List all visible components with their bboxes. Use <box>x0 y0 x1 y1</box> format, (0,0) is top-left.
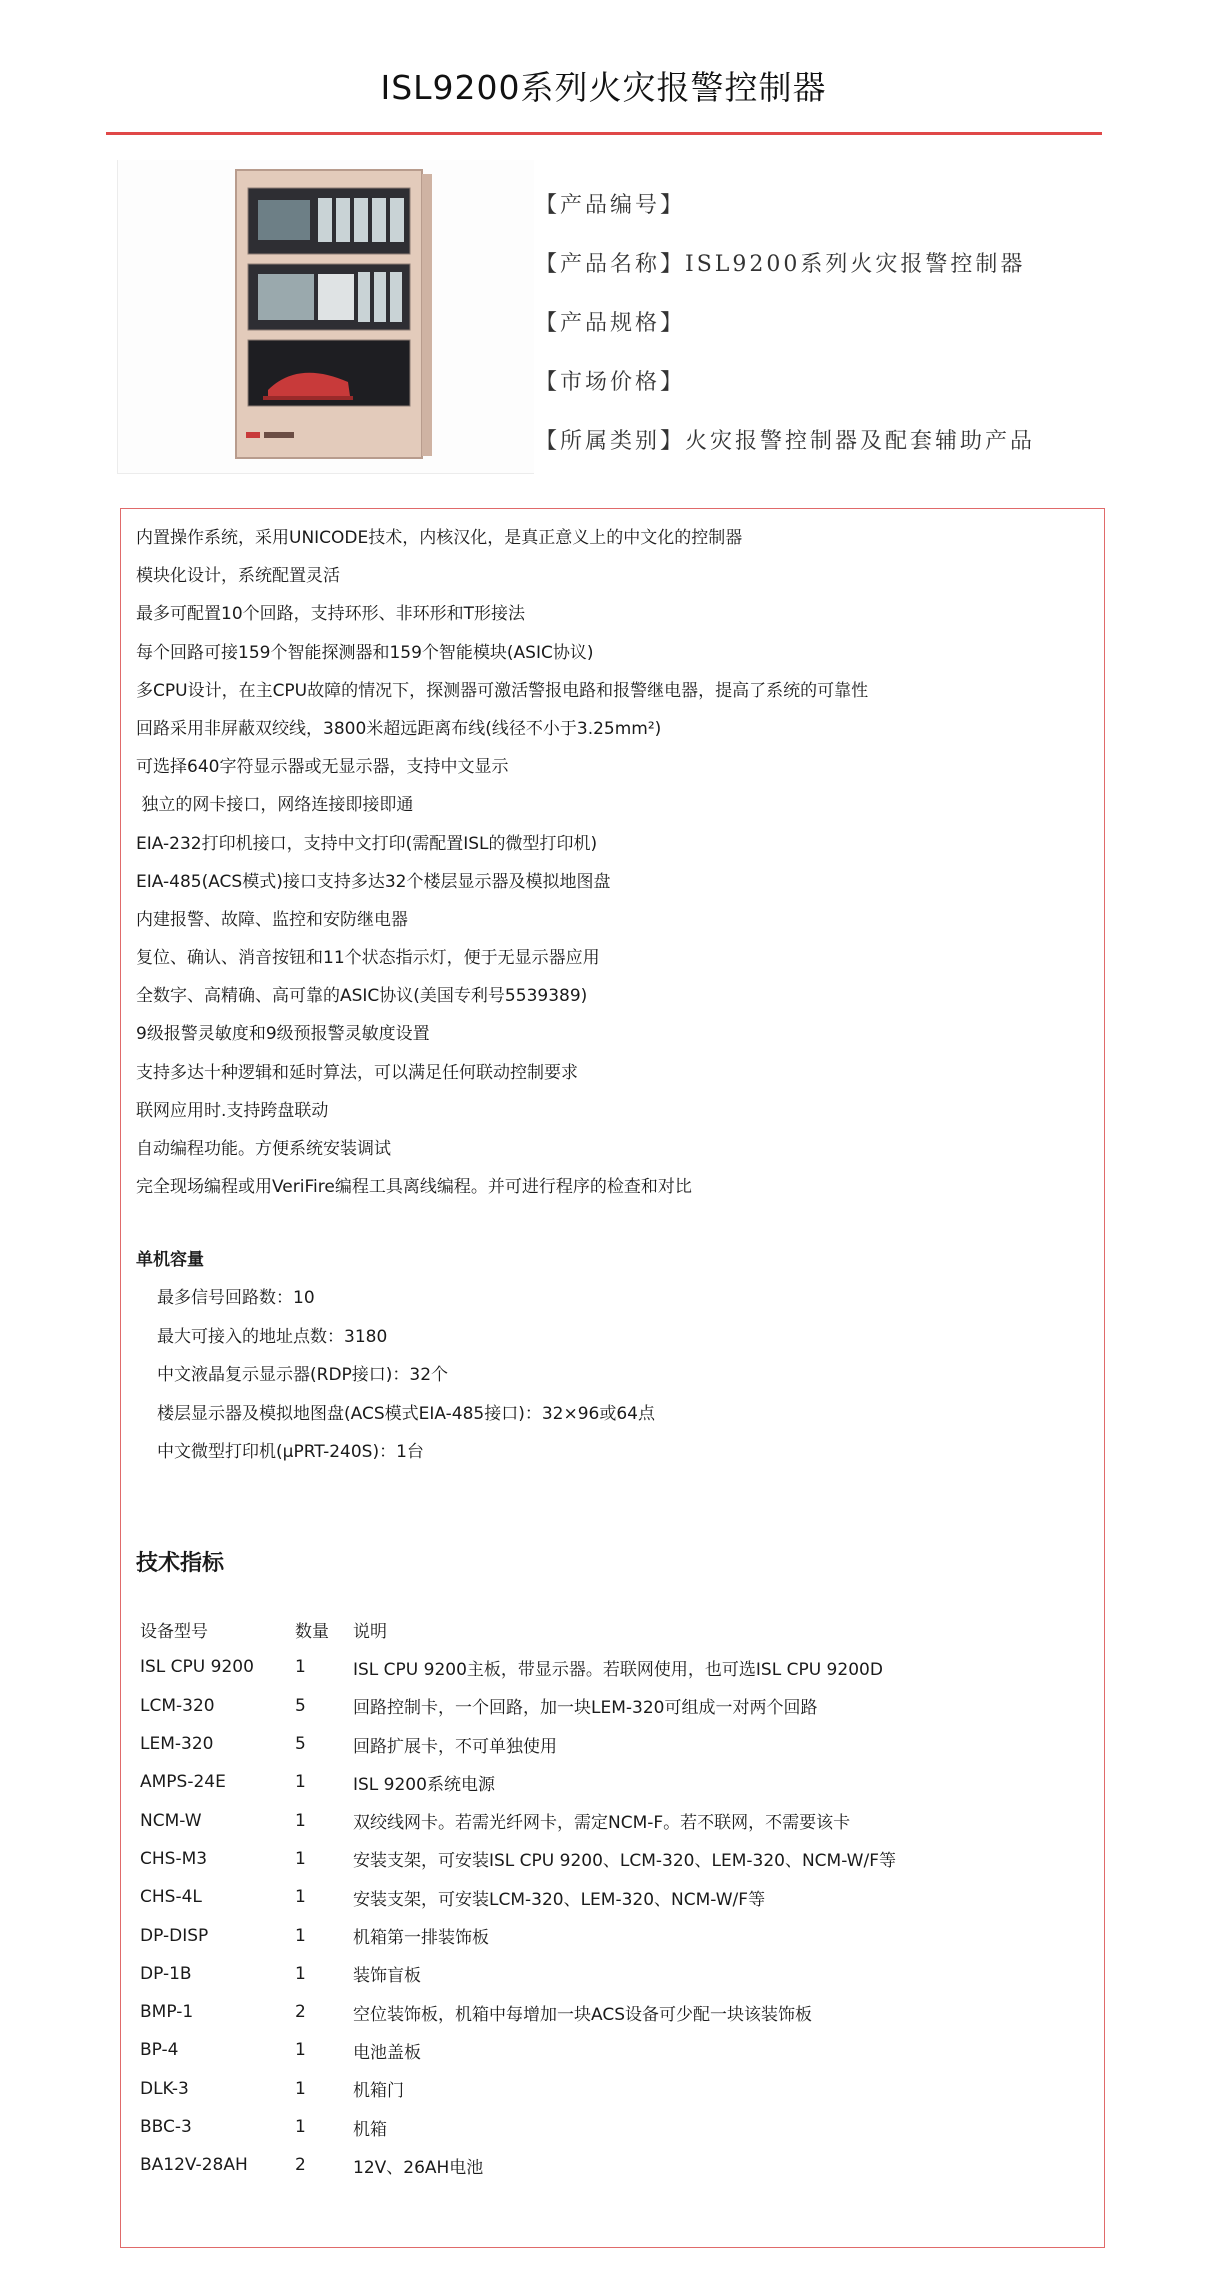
feature-item: 独立的网卡接口，网络连接即接即通 <box>136 795 414 816</box>
cell-model: LEM-320 <box>140 1734 214 1755</box>
cell-qty: 5 <box>295 1734 306 1755</box>
page-title: ISL9200系列火灾报警控制器 <box>380 68 827 107</box>
cell-qty: 1 <box>295 1657 306 1678</box>
cell-desc: 机箱第一排装饰板 <box>353 1928 489 1949</box>
cell-qty: 2 <box>295 2002 306 2023</box>
cell-model: LCM-320 <box>140 1695 215 1716</box>
feature-item: 联网应用时.支持跨盘联动 <box>136 1100 329 1121</box>
cell-qty: 1 <box>295 1925 306 1946</box>
info-category: 【所属类别】火灾报警控制器及配套辅助产品 <box>535 429 1036 454</box>
cell-qty: 1 <box>295 2117 306 2137</box>
table-row <box>140 1763 896 1801</box>
capacity-item: 最大可接入的地址点数：3180 <box>157 1326 388 1347</box>
cell-desc: 机箱门 <box>353 2081 404 2102</box>
feature-item: 回路采用非屏蔽双绞线，3800米超远距离布线(线径不小于3.25mm²) <box>136 718 662 739</box>
capacity-item: 中文微型打印机(μPRT-240S)：1台 <box>157 1442 424 1462</box>
spec-table <box>140 1610 896 2184</box>
table-row <box>140 1916 896 1954</box>
cell-model: CHS-M3 <box>140 1848 208 1869</box>
cell-desc: 安装支架，可安装LCM-320、LEM-320、NCM-W/F等 <box>353 1889 766 1910</box>
cell-desc: 12V、26AH电池 <box>353 2157 484 2178</box>
cell-desc: ISL 9200系统电源 <box>353 1774 495 1795</box>
feature-item: 每个回路可接159个智能探测器和159个智能模块(ASIC协议) <box>136 642 594 663</box>
cell-desc: 双绞线网卡。若需光纤网卡，需定NCM-F。若不联网，不需要该卡 <box>353 1813 851 1834</box>
cell-model: ISL CPU 9200 <box>140 1657 254 1678</box>
info-product-name: 【产品名称】ISL9200系列火灾报警控制器 <box>535 252 1026 277</box>
tech-spec-heading: 技术指标 <box>136 1551 225 1576</box>
column-header-qty: 数量 <box>295 1621 329 1642</box>
cell-qty: 1 <box>295 1810 306 1831</box>
product-image <box>117 160 534 474</box>
capacity-item: 中文液晶复示显示器(RDP接口)：32个 <box>157 1365 449 1385</box>
table-row <box>140 2108 896 2146</box>
cell-qty: 1 <box>295 2040 306 2061</box>
feature-item: 支持多达十种逻辑和延时算法，可以满足任何联动控制要求 <box>136 1062 578 1083</box>
cell-model: DP-1B <box>140 1963 192 1984</box>
title-divider <box>106 132 1102 135</box>
cell-model: DP-DISP <box>140 1925 209 1946</box>
feature-item: 自动编程功能。方便系统安装调试 <box>136 1139 391 1159</box>
feature-item: 内建报警、故障、监控和安防继电器 <box>136 909 408 930</box>
cell-model: NCM-W <box>140 1810 202 1831</box>
table-row <box>140 1955 896 1993</box>
table-row <box>140 1878 896 1916</box>
feature-item: 模块化设计，系统配置灵活 <box>136 566 340 587</box>
cell-model: DLK-3 <box>140 2078 189 2099</box>
feature-list <box>136 519 868 1206</box>
capacity-item: 楼层显示器及模拟地图盘(ACS模式EIA-485接口)：32×96或64点 <box>157 1403 655 1424</box>
table-row <box>140 2070 896 2108</box>
info-product-code: 【产品编号】 <box>535 193 686 218</box>
table-row <box>140 1840 896 1878</box>
fire-alarm-cabinet-illustration <box>118 160 534 473</box>
column-header-desc: 说明 <box>353 1621 387 1642</box>
cell-qty: 2 <box>295 2155 306 2176</box>
cell-qty: 5 <box>295 1695 306 1716</box>
info-product-spec: 【产品规格】 <box>535 311 686 336</box>
table-row <box>140 1687 896 1725</box>
cell-desc: 回路扩展卡，不可单独使用 <box>353 1736 557 1757</box>
cell-model: BA12V-28AH <box>140 2155 248 2176</box>
feature-item: 复位、确认、消音按钮和11个状态指示灯，便于无显示器应用 <box>136 948 600 969</box>
cell-desc: 机箱 <box>353 2119 387 2140</box>
cell-desc: 回路控制卡，一个回路，加一块LEM-320可组成一对两个回路 <box>353 1698 818 1719</box>
feature-item: 完全现场编程或用VeriFire编程工具离线编程。并可进行程序的检查和对比 <box>136 1177 692 1198</box>
cell-qty: 1 <box>295 1848 306 1869</box>
feature-item: 最多可配置10个回路，支持环形、非环形和T形接法 <box>136 604 526 625</box>
cell-model: BMP-1 <box>140 2002 194 2023</box>
cell-model: BBC-3 <box>140 2117 192 2137</box>
table-row <box>140 1801 896 1839</box>
cell-desc: 空位装饰板，机箱中每增加一块ACS设备可少配一块该装饰板 <box>353 2004 812 2025</box>
cell-model: BP-4 <box>140 2040 179 2061</box>
table-row <box>140 1725 896 1763</box>
info-market-price: 【市场价格】 <box>535 370 686 395</box>
cell-qty: 1 <box>295 1887 306 1908</box>
cell-model: CHS-4L <box>140 1887 202 1908</box>
table-row <box>140 2031 896 2069</box>
capacity-list <box>157 1279 655 1472</box>
column-header-model: 设备型号 <box>140 1621 208 1642</box>
cell-desc: 装饰盲板 <box>353 1966 421 1987</box>
cell-desc: 电池盖板 <box>353 2042 421 2063</box>
feature-item: 全数字、高精确、高可靠的ASIC协议(美国专利号5539389) <box>136 986 588 1007</box>
details-panel <box>120 508 1105 2248</box>
cell-qty: 1 <box>295 1772 306 1793</box>
feature-item: 可选择640字符显示器或无显示器，支持中文显示 <box>136 757 509 778</box>
feature-item: 内置操作系统，采用UNICODE技术，内核汉化，是真正意义上的中文化的控制器 <box>136 528 743 548</box>
product-info-list <box>535 186 1035 481</box>
cell-qty: 1 <box>295 2078 306 2099</box>
capacity-item: 最多信号回路数：10 <box>157 1288 315 1308</box>
cell-desc: ISL CPU 9200主板，带显示器。若联网使用，也可选ISL CPU 9200D <box>353 1659 883 1680</box>
spec-table-header <box>140 1610 896 1648</box>
feature-item: 9级报警灵敏度和9级预报警灵敏度设置 <box>136 1024 430 1045</box>
capacity-heading: 单机容量 <box>136 1250 204 1270</box>
feature-item: 多CPU设计，在主CPU故障的情况下，探测器可激活警报电路和报警继电器，提高了系统的可靠性 <box>136 680 869 701</box>
cell-desc: 安装支架，可安装ISL CPU 9200、LCM-320、LEM-320、NCM-W/F等 <box>353 1851 896 1872</box>
table-row <box>140 1648 896 1686</box>
cell-model: AMPS-24E <box>140 1772 226 1793</box>
cell-qty: 1 <box>295 1963 306 1984</box>
feature-item: EIA-485(ACS模式)接口支持多达32个楼层显示器及模拟地图盘 <box>136 871 611 892</box>
table-row <box>140 2146 896 2184</box>
table-row <box>140 1993 896 2031</box>
feature-item: EIA-232打印机接口，支持中文打印(需配置ISL的微型打印机) <box>136 833 598 854</box>
